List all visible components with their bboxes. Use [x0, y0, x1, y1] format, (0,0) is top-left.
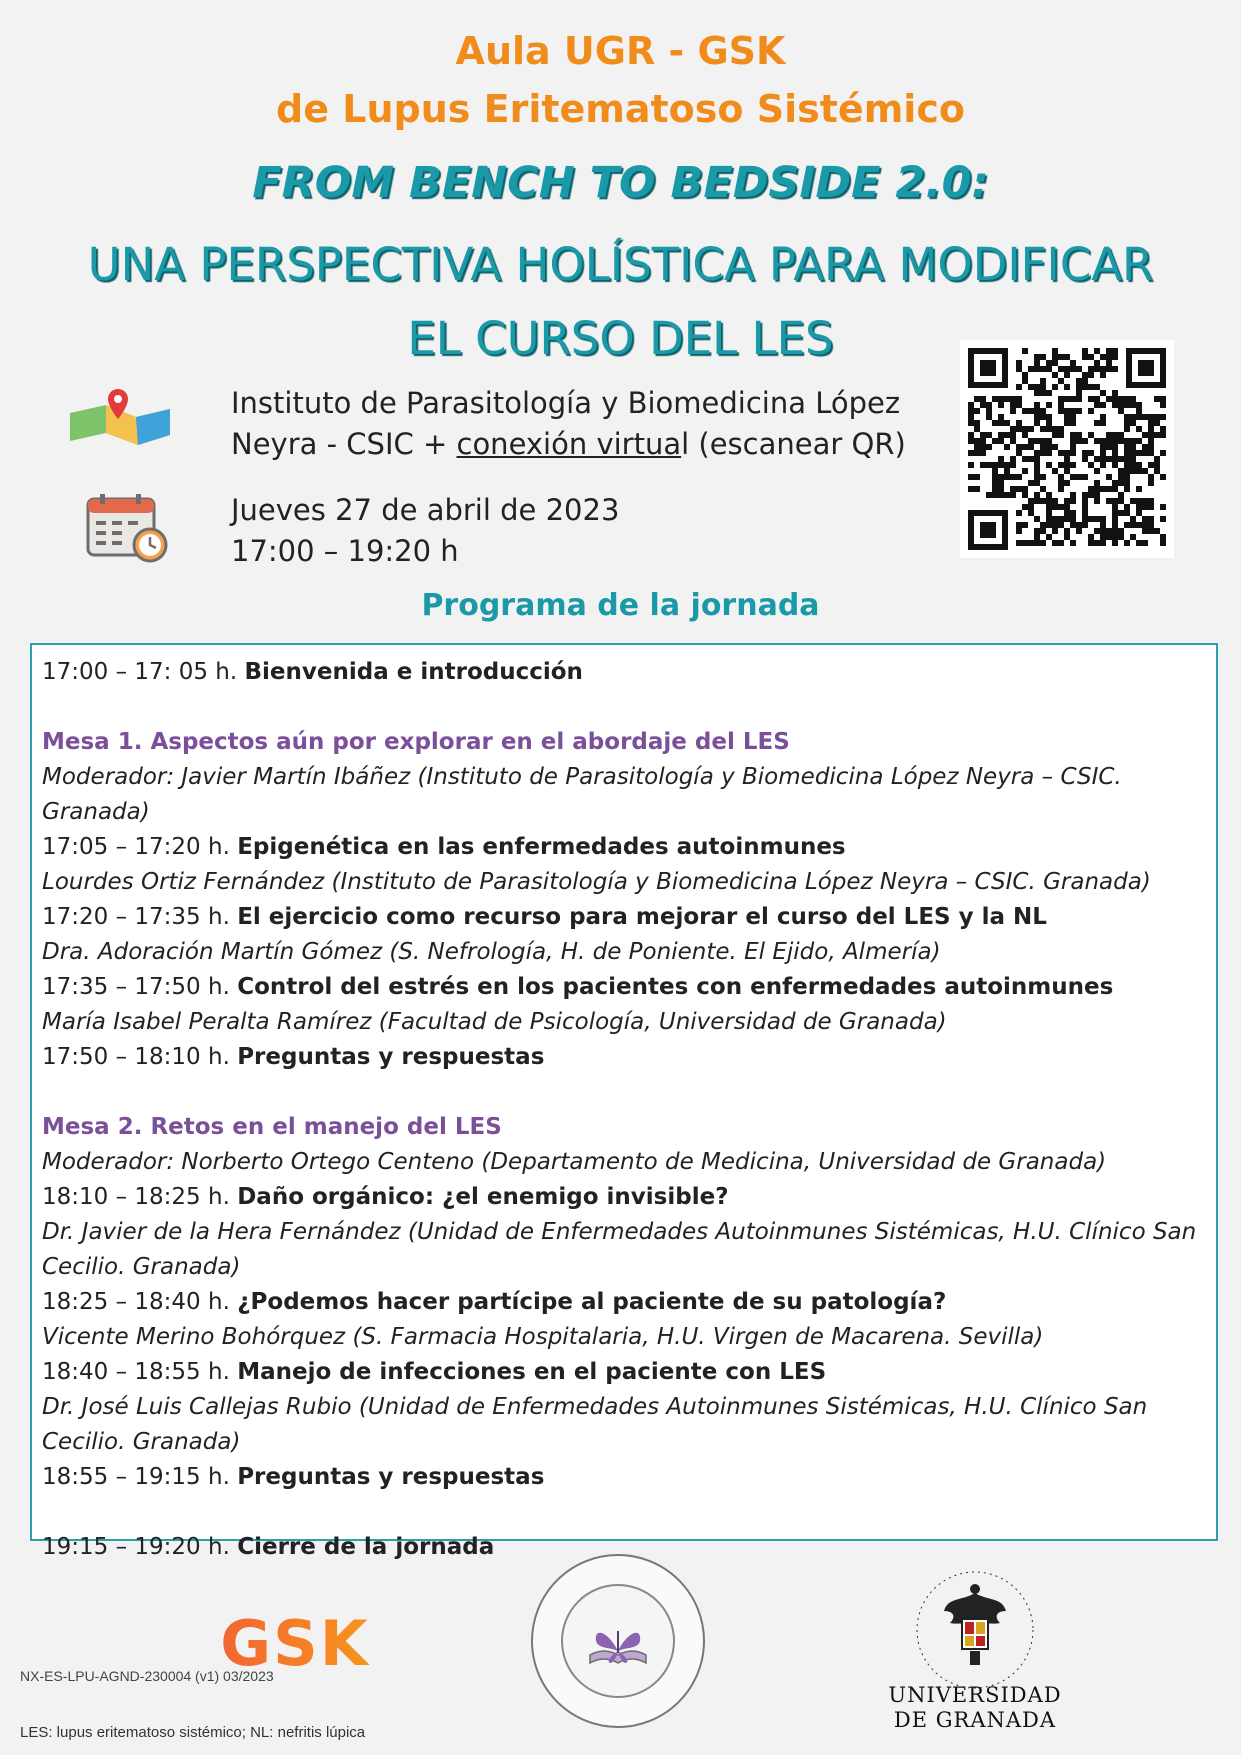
- calendar-clock-icon: [86, 493, 172, 565]
- abbreviations-note: LES: lupus eritematoso sistémico; NL: nefritis lúpica: [20, 1724, 366, 1741]
- agenda-time: 17:05 – 17:20 h.: [42, 834, 238, 860]
- svg-text:GSK: GSK: [220, 1613, 370, 1673]
- universidad-granada-crest: [910, 1565, 1040, 1695]
- mesa-1-title: Mesa 1. Aspectos aún por explorar en el abordaje del LES: [42, 729, 790, 755]
- aula-lupus-seal: [528, 1551, 708, 1731]
- qr-code-icon[interactable]: [960, 340, 1174, 558]
- agenda-speaker: Dr. Javier de la Hera Fernández (Unidad de Enfermedades Autoinmunes Sistémicas, H.U. Clínico San Cecilio. Granada): [42, 1219, 1197, 1280]
- agenda-speaker: Dra. Adoración Martín Gómez (S. Nefrología, H. de Poniente. El Ejido, Almería): [42, 939, 941, 965]
- agenda-title: Control del estrés en los pacientes con enfermedades autoinmunes: [237, 974, 1114, 1000]
- agenda-time: 18:25 – 18:40 h.: [42, 1289, 238, 1315]
- agenda-time: 17:50 – 18:10 h.: [42, 1044, 238, 1070]
- agenda-speaker: Lourdes Ortiz Fernández (Instituto de Parasitología y Biomedicina López Neyra – CSIC. Granada): [42, 869, 1151, 895]
- mesa-2-title: Mesa 2. Retos en el manejo del LES: [42, 1114, 502, 1140]
- location-line-1: Instituto de Parasitología y Biomedicina López: [231, 386, 901, 420]
- agenda-item-qa: [42, 1040, 1206, 1075]
- virtual-connection-link[interactable]: conexión virtua: [456, 427, 682, 461]
- agenda-time: 18:10 – 18:25 h.: [42, 1184, 238, 1210]
- gsk-logo: [200, 1613, 390, 1673]
- agenda-item: [42, 830, 1206, 865]
- agenda-time: 17:00 – 17: 05 h.: [42, 659, 245, 685]
- agenda-item: [42, 1355, 1206, 1390]
- agenda-title: Manejo de infecciones en el paciente con LES: [237, 1359, 827, 1385]
- agenda-item: [42, 970, 1206, 1005]
- agenda-title: Preguntas y respuestas: [237, 1464, 545, 1490]
- agenda-time: 18:40 – 18:55 h.: [42, 1359, 238, 1385]
- agenda-time: 18:55 – 19:15 h.: [42, 1464, 238, 1490]
- agenda-title: Epigenética en las enfermedades autoinmunes: [237, 834, 846, 860]
- program-box: [30, 643, 1218, 1560]
- agenda-item: [42, 1180, 1206, 1215]
- title-line-1: FROM BENCH TO BEDSIDE 2.0:: [252, 158, 989, 208]
- agenda-title: Preguntas y respuestas: [237, 1044, 545, 1070]
- event-location: [231, 383, 931, 465]
- event-time: 17:00 – 19:20 h: [231, 534, 459, 568]
- agenda-item: [42, 900, 1206, 935]
- event-day: Jueves 27 de abril de 2023: [231, 493, 620, 527]
- mesa-1-moderator: Moderador: Javier Martín Ibáñez (Instituto de Parasitología y Biomedicina López Neyra – CSIC. Granada): [42, 764, 1122, 825]
- organizer-line-1: Aula UGR - GSK: [455, 29, 786, 73]
- location-line-2: [231, 424, 931, 465]
- agenda-title: Bienvenida e introducción: [244, 659, 583, 685]
- program-title: Programa de la jornada: [421, 588, 820, 623]
- agenda-title: Cierre de la jornada: [237, 1534, 495, 1560]
- agenda-title: Daño orgánico: ¿el enemigo invisible?: [237, 1184, 729, 1210]
- agenda-item: [42, 1285, 1206, 1320]
- agenda-item-welcome: [42, 655, 1206, 690]
- organizer-line-2: de Lupus Eritematoso Sistémico: [276, 87, 965, 131]
- agenda-speaker: Vicente Merino Bohórquez (S. Farmacia Hospitalaria, H.U. Virgen de Macarena. Sevilla): [42, 1324, 1044, 1350]
- universidad-granada-name: [860, 1683, 1090, 1733]
- agenda-title: El ejercicio como recurso para mejorar el curso del LES y la NL: [237, 904, 1047, 930]
- agenda-time: 19:15 – 19:20 h.: [42, 1534, 238, 1560]
- location-suffix: l (escanear QR): [681, 427, 906, 461]
- mesa-2-moderator: Moderador: Norberto Ortego Centeno (Departamento de Medicina, Universidad de Granada): [42, 1149, 1107, 1175]
- location-prefix: Neyra - CSIC +: [231, 427, 457, 461]
- ugr-name-line-2: DE GRANADA: [893, 1708, 1057, 1732]
- agenda-speaker: María Isabel Peralta Ramírez (Facultad de Psicología, Universidad de Granada): [42, 1009, 947, 1035]
- map-pin-icon: [66, 383, 176, 453]
- agenda-title: ¿Podemos hacer partícipe al paciente de su patología?: [237, 1289, 947, 1315]
- title-line-2: UNA PERSPECTIVA HOLÍSTICA PARA MODIFICAR: [87, 238, 1154, 291]
- event-date: [231, 490, 619, 572]
- agenda-item-qa: [42, 1460, 1206, 1495]
- title-line-3: EL CURSO DEL LES: [407, 312, 834, 365]
- reference-code: NX-ES-LPU-AGND-230004 (v1) 03/2023: [20, 1668, 274, 1684]
- ugr-name-line-1: UNIVERSIDAD: [888, 1683, 1062, 1707]
- agenda-time: 17:20 – 17:35 h.: [42, 904, 238, 930]
- event-organizer: [0, 22, 1241, 138]
- agenda-time: 17:35 – 17:50 h.: [42, 974, 238, 1000]
- agenda-speaker: Dr. José Luis Callejas Rubio (Unidad de Enfermedades Autoinmunes Sistémicas, H.U. Clínico San Cecilio. Granada): [42, 1394, 1148, 1455]
